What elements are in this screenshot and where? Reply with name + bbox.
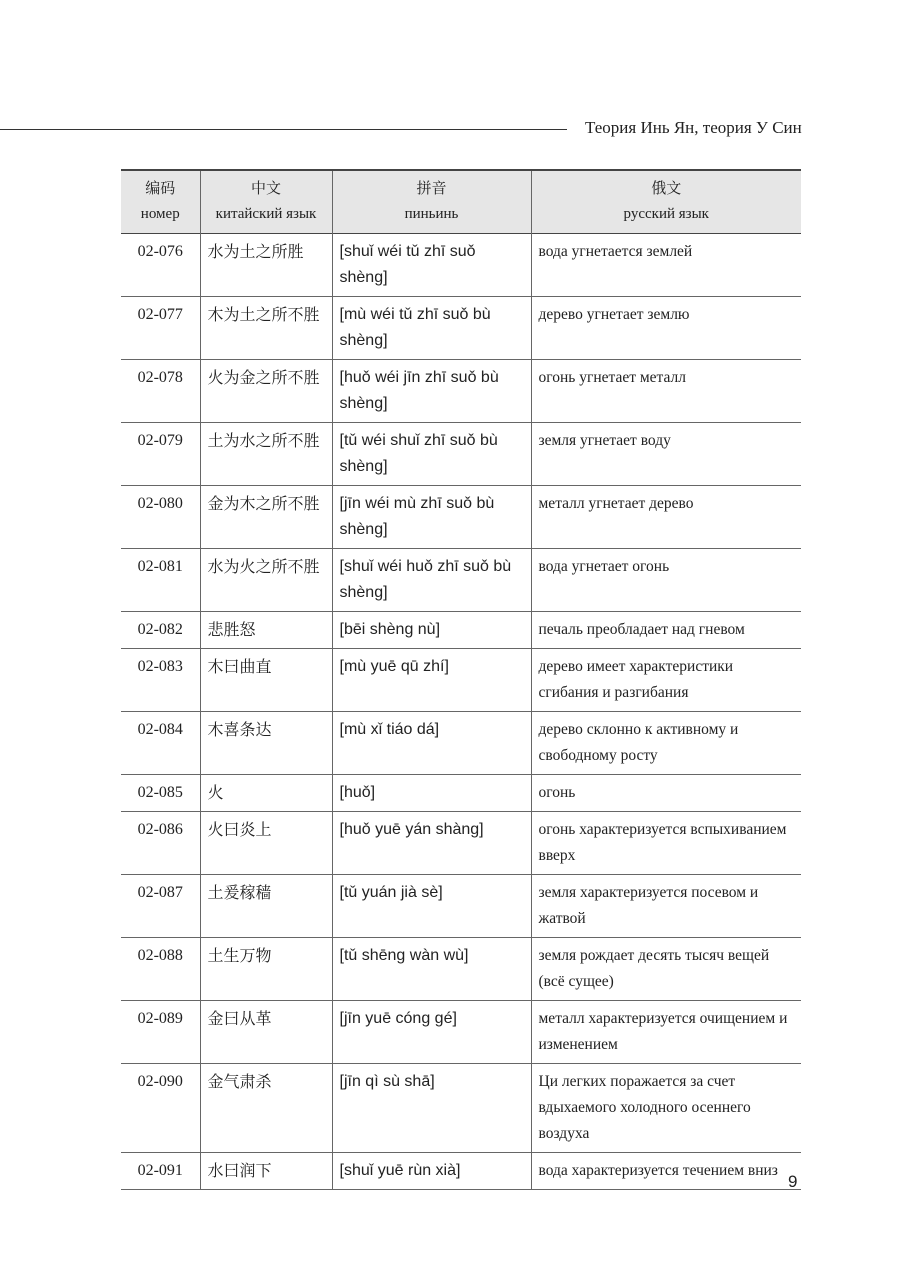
entry-chinese: 土爰稼穑 bbox=[200, 875, 332, 938]
entry-russian: земля характеризуется посевом и жатвой bbox=[531, 875, 801, 938]
entry-chinese: 火为金之所不胜 bbox=[200, 360, 332, 423]
entry-pinyin: [huǒ] bbox=[332, 775, 531, 812]
column-header-code bbox=[121, 170, 200, 234]
entry-pinyin: [shuǐ wéi tǔ zhī suǒ shèng] bbox=[332, 234, 531, 297]
entry-pinyin: [shuǐ yuē rùn xià] bbox=[332, 1153, 531, 1190]
entry-code: 02-089 bbox=[121, 1001, 200, 1064]
entry-code: 02-080 bbox=[121, 486, 200, 549]
column-header-ru: номер bbox=[140, 206, 180, 222]
entry-russian: земля угнетает воду bbox=[531, 423, 801, 486]
column-header-ru: русский язык bbox=[623, 206, 709, 222]
entry-russian: дерево склонно к активному и свободному росту bbox=[531, 712, 801, 775]
entry-code: 02-088 bbox=[121, 938, 200, 1001]
column-header-ru: пиньинь bbox=[404, 206, 459, 222]
table-row bbox=[121, 775, 801, 812]
entry-chinese: 水曰润下 bbox=[200, 1153, 332, 1190]
entry-russian: вода угнетает огонь bbox=[531, 549, 801, 612]
entry-chinese: 悲胜怒 bbox=[200, 612, 332, 649]
entry-russian: земля рождает десять тысяч вещей (всё сущее) bbox=[531, 938, 801, 1001]
table-row bbox=[121, 486, 801, 549]
entry-chinese: 木曰曲直 bbox=[200, 649, 332, 712]
table-row bbox=[121, 234, 801, 297]
column-header-zh: 拼音 bbox=[416, 179, 447, 197]
entry-chinese: 木喜条达 bbox=[200, 712, 332, 775]
entry-russian: Ци легких поражается за счет вдыхаемого холодного осеннего воздуха bbox=[531, 1064, 801, 1153]
entry-chinese: 金气肃杀 bbox=[200, 1064, 332, 1153]
entry-pinyin: [jīn yuē cóng gé] bbox=[332, 1001, 531, 1064]
table-row bbox=[121, 423, 801, 486]
column-header-zh: 编码 bbox=[145, 179, 176, 197]
table-row bbox=[121, 1153, 801, 1190]
table-row bbox=[121, 297, 801, 360]
entry-pinyin: [mù wéi tǔ zhī suǒ bù shèng] bbox=[332, 297, 531, 360]
entry-pinyin: [huǒ yuē yán shàng] bbox=[332, 812, 531, 875]
entry-chinese: 火 bbox=[200, 775, 332, 812]
column-header-chinese bbox=[200, 170, 332, 234]
entry-pinyin: [tǔ yuán jià sè] bbox=[332, 875, 531, 938]
entry-russian: металл угнетает дерево bbox=[531, 486, 801, 549]
entry-russian: огонь характеризуется вспыхиванием вверх bbox=[531, 812, 801, 875]
entry-chinese: 火曰炎上 bbox=[200, 812, 332, 875]
entry-code: 02-085 bbox=[121, 775, 200, 812]
header-rule bbox=[0, 129, 567, 130]
page-number: 9 bbox=[788, 1172, 798, 1191]
column-header-pinyin bbox=[332, 170, 531, 234]
entry-pinyin: [mù yuē qū zhí] bbox=[332, 649, 531, 712]
entry-code: 02-076 bbox=[121, 234, 200, 297]
column-header-russian bbox=[531, 170, 801, 234]
entry-russian: печаль преобладает над гневом bbox=[531, 612, 801, 649]
table-row bbox=[121, 712, 801, 775]
entry-code: 02-084 bbox=[121, 712, 200, 775]
entry-pinyin: [huǒ wéi jīn zhī suǒ bù shèng] bbox=[332, 360, 531, 423]
entry-pinyin: [bēi shèng nù] bbox=[332, 612, 531, 649]
column-header-zh: 中文 bbox=[250, 179, 281, 197]
table-header-row bbox=[121, 170, 801, 234]
table-row bbox=[121, 612, 801, 649]
entry-code: 02-082 bbox=[121, 612, 200, 649]
entry-russian: дерево имеет характеристики сгибания и разгибания bbox=[531, 649, 801, 712]
entry-chinese: 水为火之所不胜 bbox=[200, 549, 332, 612]
table-row bbox=[121, 649, 801, 712]
entry-pinyin: [jīn wéi mù zhī suǒ bù shèng] bbox=[332, 486, 531, 549]
column-header-ru: китайский язык bbox=[215, 206, 317, 222]
entry-chinese: 土为水之所不胜 bbox=[200, 423, 332, 486]
entry-code: 02-078 bbox=[121, 360, 200, 423]
table-row bbox=[121, 549, 801, 612]
table-row bbox=[121, 1001, 801, 1064]
running-title: Теория Инь Ян, теория У Син bbox=[585, 118, 802, 137]
table-row bbox=[121, 812, 801, 875]
table-body bbox=[121, 234, 801, 1190]
entry-pinyin: [jīn qì sù shā] bbox=[332, 1064, 531, 1153]
entry-chinese: 金曰从革 bbox=[200, 1001, 332, 1064]
entry-chinese: 金为木之所不胜 bbox=[200, 486, 332, 549]
table-row bbox=[121, 1064, 801, 1153]
entry-code: 02-091 bbox=[121, 1153, 200, 1190]
entry-russian: металл характеризуется очищением и изменением bbox=[531, 1001, 801, 1064]
entry-pinyin: [shuǐ wéi huǒ zhī suǒ bù shèng] bbox=[332, 549, 531, 612]
entry-russian: вода характеризуется течением вниз bbox=[531, 1153, 801, 1190]
entry-code: 02-083 bbox=[121, 649, 200, 712]
entry-code: 02-081 bbox=[121, 549, 200, 612]
glossary-table bbox=[121, 169, 801, 1190]
entry-pinyin: [mù xǐ tiáo dá] bbox=[332, 712, 531, 775]
entry-pinyin: [tǔ shēng wàn wù] bbox=[332, 938, 531, 1001]
entry-code: 02-090 bbox=[121, 1064, 200, 1153]
entry-chinese: 水为土之所胜 bbox=[200, 234, 332, 297]
entry-chinese: 木为土之所不胜 bbox=[200, 297, 332, 360]
entry-code: 02-079 bbox=[121, 423, 200, 486]
entry-pinyin: [tǔ wéi shuǐ zhī suǒ bù shèng] bbox=[332, 423, 531, 486]
entry-code: 02-086 bbox=[121, 812, 200, 875]
table-row bbox=[121, 360, 801, 423]
entry-code: 02-087 bbox=[121, 875, 200, 938]
table-row bbox=[121, 875, 801, 938]
entry-russian: вода угнетается землей bbox=[531, 234, 801, 297]
entry-chinese: 土生万物 bbox=[200, 938, 332, 1001]
entry-code: 02-077 bbox=[121, 297, 200, 360]
table-row bbox=[121, 938, 801, 1001]
entry-russian: дерево угнетает землю bbox=[531, 297, 801, 360]
entry-russian: огонь bbox=[531, 775, 801, 812]
entry-russian: огонь угнетает металл bbox=[531, 360, 801, 423]
column-header-zh: 俄文 bbox=[651, 179, 682, 197]
